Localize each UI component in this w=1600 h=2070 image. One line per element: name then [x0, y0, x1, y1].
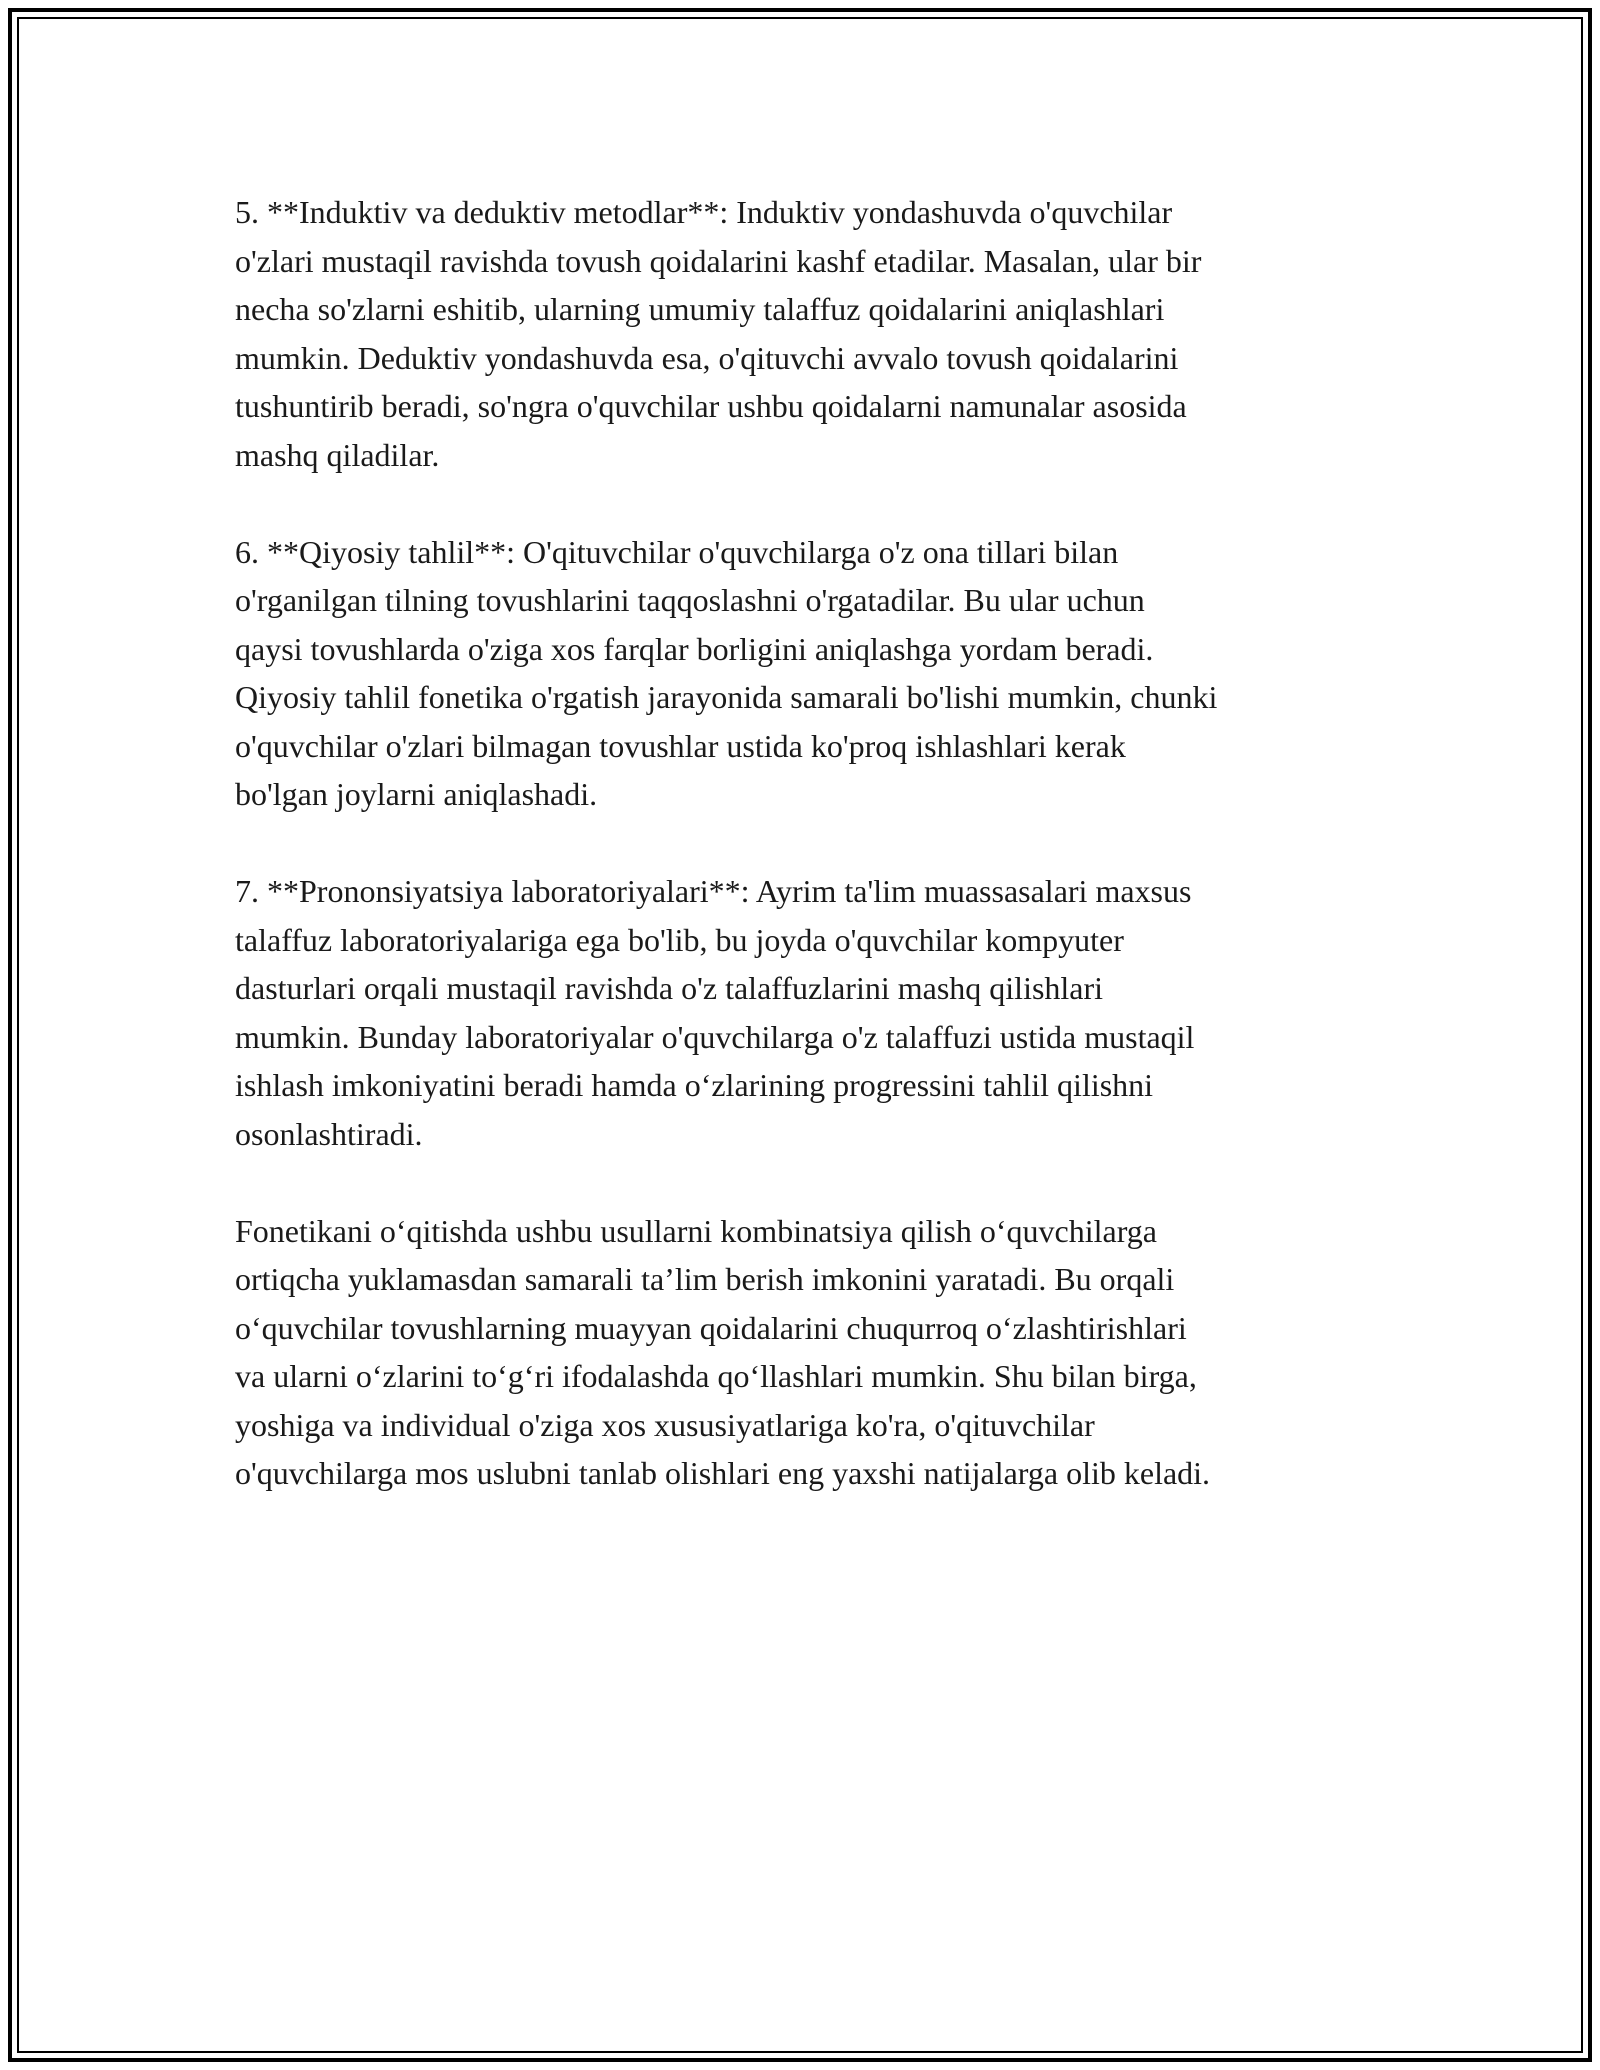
text-line: osonlashtiradi.	[235, 1115, 423, 1152]
text-line: necha so'zlarni eshitib, ularning umumiy talaffuz qoidalarini aniqlashlari	[235, 291, 1165, 327]
text-line: o'rganilgan tilning tovushlarini taqqoslashni o'rgatadilar. Bu ular uchun	[235, 582, 1145, 618]
paragraph-inductive-deductive	[235, 188, 1375, 479]
text-line: Fonetikani o‘qitishda ushbu usullarni kombinatsiya qilish o‘quvchilarga	[235, 1212, 1157, 1249]
text-line: 5. **Induktiv va deduktiv metodlar**: Induktiv yondashuvda o'quvchilar	[235, 194, 1173, 230]
text-line: dasturlari orqali mustaqil ravishda o'z talaffuzlarini mashq qilishlari	[235, 970, 1104, 1006]
text-line: o'zlari mustaqil ravishda tovush qoidalarini kashf etadilar. Masalan, ular bir	[235, 242, 1202, 279]
document-body	[235, 188, 1375, 1546]
text-line: tushuntirib beradi, so'ngra o'quvchilar ushbu qoidalarni namunalar asosida	[235, 388, 1187, 424]
text-line: va ularni o‘zlarini to‘g‘ri ifodalashda qo‘llashlari mumkin. Shu bilan birga,	[235, 1358, 1197, 1394]
text-line: bo'lgan joylarni aniqlashadi.	[235, 776, 598, 812]
text-line: 7. **Prononsiyatsiya laboratoriyalari**: Ayrim ta'lim muassasalari maxsus	[235, 873, 1192, 909]
text-line: o‘quvchilar tovushlarning muayyan qoidalarini chuqurroq o‘zlashtirishlari	[235, 1309, 1187, 1346]
text-line: ortiqcha yuklamasdan samarali ta’lim berish imkonini yaratadi. Bu orqali	[235, 1261, 1175, 1297]
text-line: mashq qiladilar.	[235, 436, 440, 473]
text-line: qaysi tovushlarda o'ziga xos farqlar borligini aniqlashga yordam beradi.	[235, 630, 1154, 667]
paragraph-comparative-analysis	[235, 528, 1375, 819]
text-line: o'quvchilarga mos uslubni tanlab olishlari eng yaxshi natijalarga olib keladi.	[235, 1455, 1211, 1491]
text-line: mumkin. Deduktiv yondashuvda esa, o'qituvchi avvalo tovush qoidalarini	[235, 339, 1179, 376]
paragraph-conclusion	[235, 1207, 1375, 1498]
text-line: 6. **Qiyosiy tahlil**: O'qituvchilar o'quvchilarga o'z ona tillari bilan	[235, 533, 1119, 570]
text-line: yoshiga va individual o'ziga xos xususiyatlariga ko'ra, o'qituvchilar	[235, 1406, 1095, 1443]
text-line: talaffuz laboratoriyalariga ega bo'lib, bu joyda o'quvchilar kompyuter	[235, 921, 1124, 958]
text-line: o'quvchilar o'zlari bilmagan tovushlar ustida ko'proq ishlashlari kerak	[235, 727, 1126, 764]
text-line: mumkin. Bunday laboratoriyalar o'quvchilarga o'z talaffuzi ustida mustaqil	[235, 1018, 1195, 1055]
paragraph-pronunciation-labs	[235, 867, 1375, 1158]
text-line: ishlash imkoniyatini beradi hamda o‘zlarining progressini tahlil qilishni	[235, 1067, 1154, 1103]
text-line: Qiyosiy tahlil fonetika o'rgatish jarayonida samarali bo'lishi mumkin, chunki	[235, 679, 1218, 715]
